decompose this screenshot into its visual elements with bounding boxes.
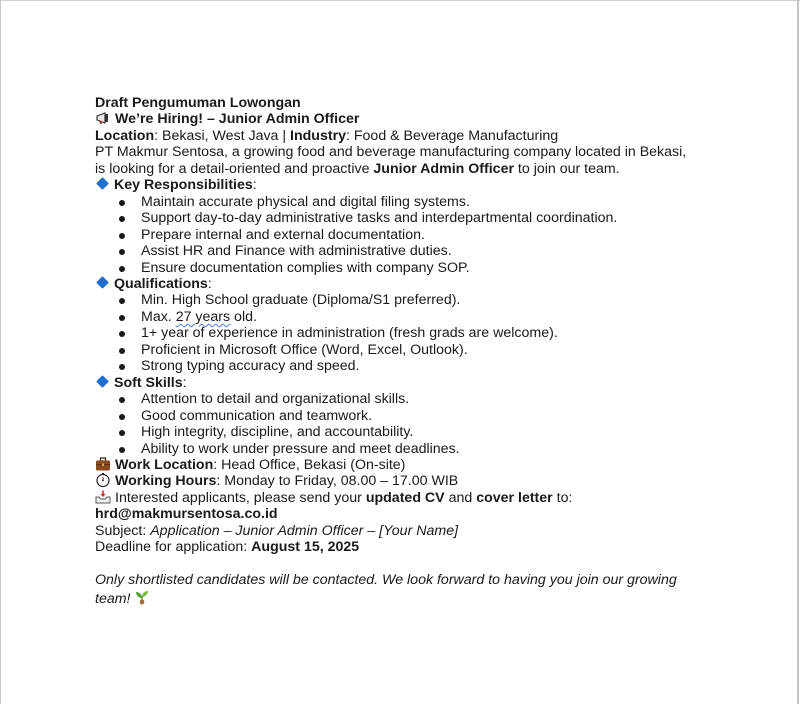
responsibilities-list bbox=[95, 194, 715, 276]
blue-diamond-icon bbox=[96, 375, 109, 388]
contact-email[interactable]: hrd@makmursentosa.co.id bbox=[95, 506, 278, 523]
intro-line-1: PT Makmur Sentosa, a growing food and beverage manufacturing company located in Bekasi, bbox=[95, 144, 687, 161]
list-item: Strong typing accuracy and speed. bbox=[95, 358, 715, 374]
list-item: High integrity, discipline, and accountability. bbox=[95, 424, 715, 440]
scrollbar[interactable] bbox=[797, 0, 799, 704]
briefcase-icon bbox=[95, 457, 111, 471]
list-item: Maintain accurate physical and digital filing systems. bbox=[95, 194, 715, 210]
section-heading-responsibilities: Key Responsibilities: bbox=[95, 177, 715, 193]
section-heading-soft-skills: Soft Skills: bbox=[95, 375, 715, 391]
seedling-icon bbox=[134, 589, 150, 603]
document-body[interactable] bbox=[95, 95, 715, 607]
closing-line-2: team! bbox=[95, 589, 715, 607]
list-item: Attention to detail and organizational skills. bbox=[95, 391, 715, 407]
list-item: 1+ year of experience in administration (fresh grads are welcome). bbox=[95, 325, 715, 341]
apply-instructions: Interested applicants, please send your updated CV and cover letter to: bbox=[95, 490, 715, 506]
document-title: Draft Pengumuman Lowongan bbox=[95, 95, 301, 111]
page-top-border bbox=[0, 0, 800, 1]
application-deadline: Deadline for application: August 15, 2025 bbox=[95, 539, 360, 556]
inbox-tray-icon bbox=[95, 490, 111, 504]
work-location: Work Location: Head Office, Bekasi (On-site) bbox=[95, 457, 715, 473]
email-subject: Subject: Application – Junior Admin Officer – [Your Name] bbox=[95, 522, 459, 539]
list-item: Max. 27 years old. bbox=[95, 309, 715, 325]
soft-skills-list bbox=[95, 391, 715, 457]
list-item: Assist HR and Finance with administrative duties. bbox=[95, 243, 715, 259]
empty-paragraph bbox=[95, 556, 715, 572]
megaphone-icon bbox=[95, 111, 111, 125]
list-item: Good communication and teamwork. bbox=[95, 408, 715, 424]
working-hours: Working Hours: Monday to Friday, 08.00 – 17.00 WIB bbox=[95, 473, 715, 489]
list-item: Ensure documentation complies with company SOP. bbox=[95, 260, 715, 276]
location-line: Location: Bekasi, West Java | Industry: Food & Beverage Manufacturing bbox=[95, 127, 559, 144]
blue-diamond-icon bbox=[96, 276, 109, 289]
list-item: Prepare internal and external documentation. bbox=[95, 227, 715, 243]
headline: We’re Hiring! – Junior Admin Officer bbox=[95, 111, 715, 127]
closing-line-1: Only shortlisted candidates will be contacted. We look forward to having you join our growing bbox=[95, 572, 677, 589]
list-item: Proficient in Microsoft Office (Word, Excel, Outlook). bbox=[95, 342, 715, 358]
stopwatch-icon bbox=[95, 473, 111, 487]
intro-line-2: is looking for a detail-oriented and proactive Junior Admin Officer to join our team. bbox=[95, 160, 620, 177]
qualifications-list bbox=[95, 292, 715, 374]
spellcheck-flagged-text[interactable]: 27 years bbox=[175, 308, 231, 325]
list-item: Support day-to-day administrative tasks and interdepartmental coordination. bbox=[95, 210, 715, 226]
list-item: Min. High School graduate (Diploma/S1 preferred). bbox=[95, 292, 715, 308]
blue-diamond-icon bbox=[96, 177, 109, 190]
page-left-border bbox=[0, 0, 1, 704]
list-item: Ability to work under pressure and meet deadlines. bbox=[95, 441, 715, 457]
section-heading-qualifications: Qualifications: bbox=[95, 276, 715, 292]
